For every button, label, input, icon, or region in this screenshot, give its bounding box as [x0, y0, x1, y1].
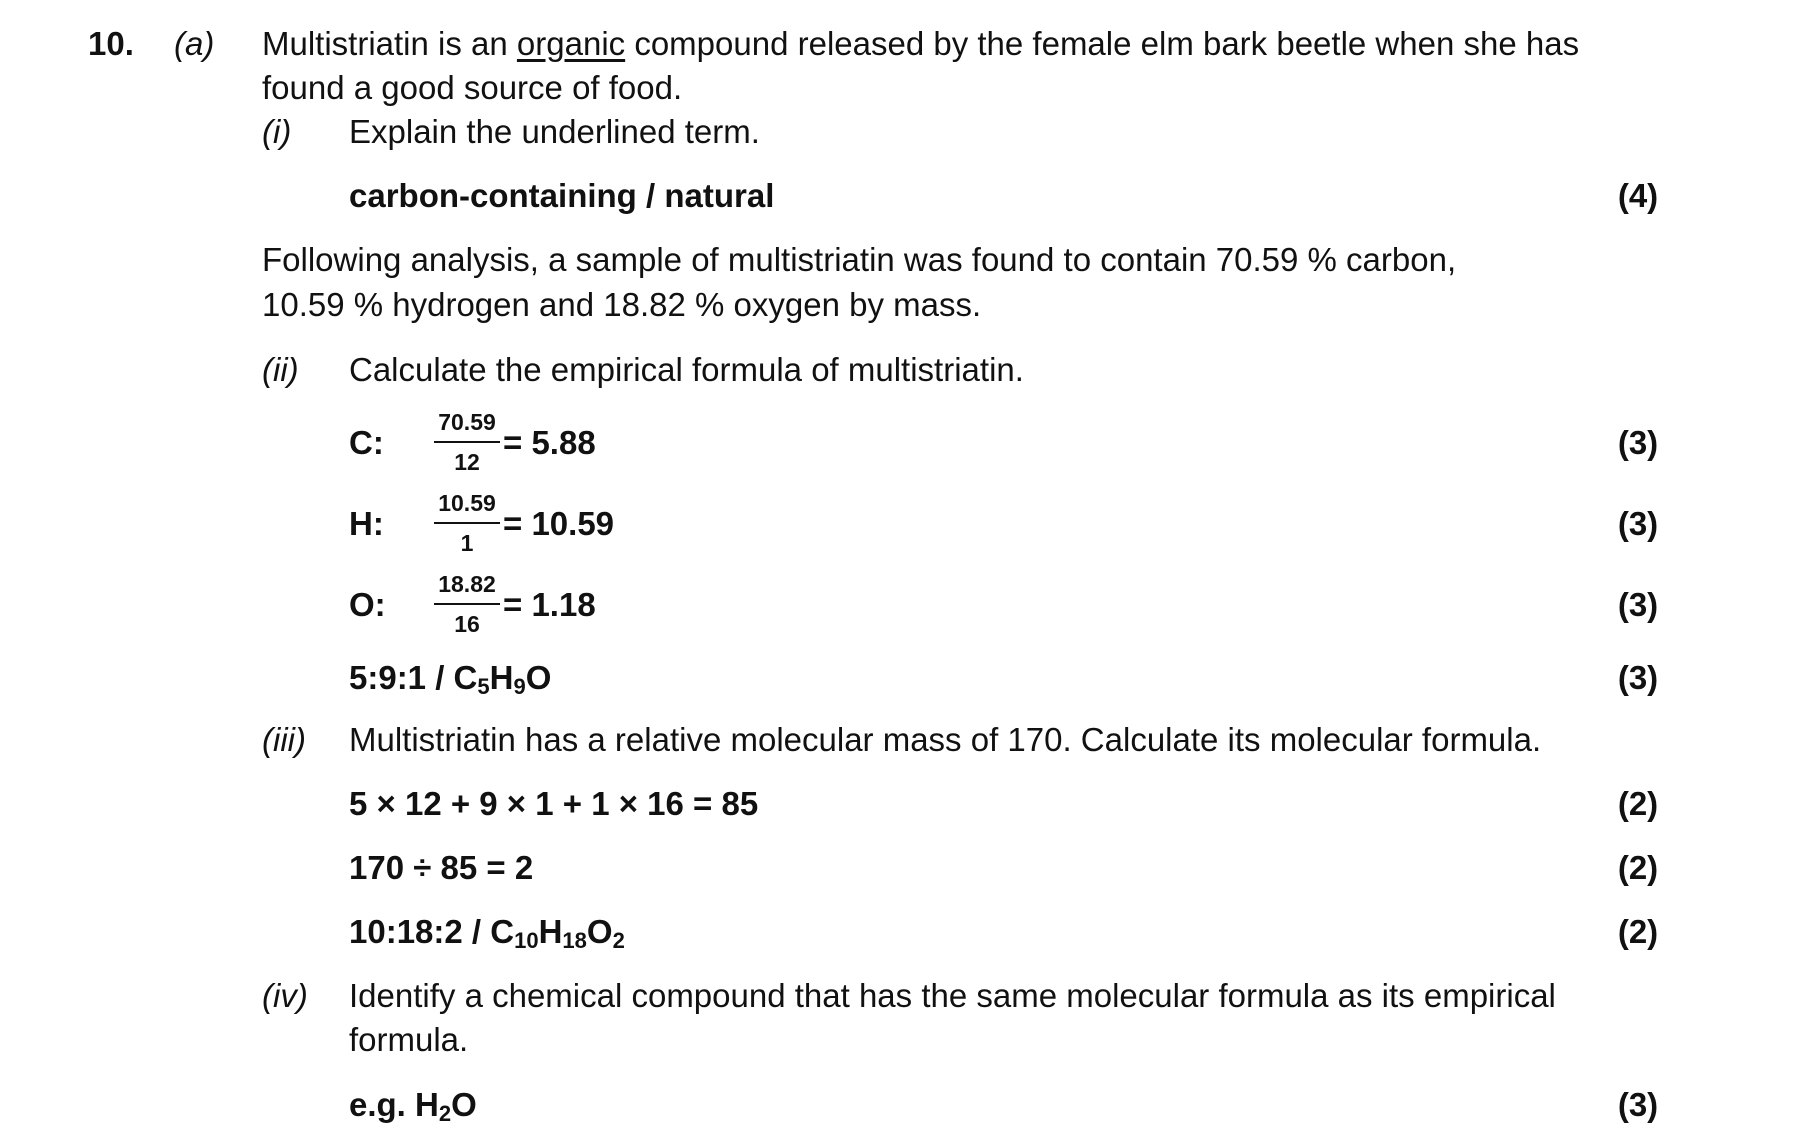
formula-h: H — [489, 659, 514, 696]
formula-o: O — [451, 1086, 477, 1123]
part-i-answer: carbon-containing / natural — [349, 177, 775, 214]
part-iii-line-3-marks: (2) — [1617, 913, 1659, 950]
subscript: 2 — [612, 928, 625, 953]
part-iv-marks: (3) — [1617, 1086, 1659, 1123]
element-label-h: H: — [349, 505, 384, 542]
subscript: 10 — [514, 928, 539, 953]
fraction-o — [434, 571, 500, 637]
part-iv-prompt-line-2: formula. — [349, 1021, 469, 1058]
intro-line-1 — [262, 24, 1579, 64]
part-ii-label: (ii) — [262, 351, 299, 388]
empirical-formula-answer — [349, 658, 551, 698]
subscript: 18 — [562, 928, 587, 953]
fraction-numerator: 10.59 — [438, 490, 496, 516]
molecular-formula-answer — [349, 912, 625, 952]
part-i-marks: (4) — [1617, 177, 1659, 214]
part-iv-label: (iv) — [262, 977, 308, 1014]
intro-text-post: compound released by the female elm bark beetle when she has — [625, 25, 1580, 62]
ratio-prefix: 10:18:2 / C — [349, 913, 515, 950]
fraction-denominator: 1 — [460, 530, 474, 556]
fraction-denominator: 16 — [454, 611, 480, 637]
intro-text-pre: Multistriatin is an — [262, 25, 517, 62]
question-number: 10. — [88, 25, 134, 62]
element-label-c: C: — [349, 424, 384, 461]
result-h: = 10.59 — [503, 505, 615, 542]
analysis-line-1: Following analysis, a sample of multistriatin was found to contain 70.59 % carbon, — [262, 241, 1457, 278]
marks-c: (3) — [1617, 424, 1659, 461]
result-o: = 1.18 — [503, 586, 596, 623]
part-i-prompt: Explain the underlined term. — [349, 113, 760, 150]
marks-o: (3) — [1617, 586, 1659, 623]
formula-o: O — [525, 659, 552, 696]
fraction-bar — [434, 522, 500, 524]
part-iii-line-2-marks: (2) — [1617, 849, 1659, 886]
intro-line-2: found a good source of food. — [262, 69, 683, 106]
part-iii-line-1: 5 × 12 + 9 × 1 + 1 × 16 = 85 — [349, 785, 759, 822]
subscript: 2 — [438, 1101, 452, 1126]
fraction-denominator: 12 — [454, 449, 480, 475]
part-ii-prompt: Calculate the empirical formula of multistriatin. — [349, 351, 1024, 388]
fraction-bar — [434, 603, 500, 605]
fraction-c — [434, 409, 500, 475]
ratio-marks: (3) — [1617, 659, 1659, 696]
fraction-bar — [434, 441, 500, 443]
part-iii-label: (iii) — [262, 721, 306, 758]
marks-h: (3) — [1617, 505, 1659, 542]
analysis-line-2: 10.59 % hydrogen and 18.82 % oxygen by mass. — [262, 286, 982, 323]
element-label-o: O: — [349, 586, 386, 623]
subscript: 9 — [513, 674, 526, 699]
formula-o: O — [586, 913, 613, 950]
formula-h: H — [538, 913, 563, 950]
part-i-label: (i) — [262, 113, 292, 150]
part-iii-line-1-marks: (2) — [1617, 785, 1659, 822]
subscript: 5 — [477, 674, 490, 699]
fraction-numerator: 18.82 — [438, 571, 496, 597]
part-iv-prompt-line-1: Identify a chemical compound that has the same molecular formula as its empirical — [349, 977, 1556, 1014]
part-iv-answer — [349, 1085, 477, 1125]
part-iii-line-2: 170 ÷ 85 = 2 — [349, 849, 534, 886]
part-iii-prompt: Multistriatin has a relative molecular mass of 170. Calculate its molecular formula. — [349, 721, 1542, 758]
part-a-label: (a) — [174, 25, 215, 62]
answer-prefix: e.g. H — [349, 1086, 439, 1123]
ratio-prefix: 5:9:1 / C — [349, 659, 478, 696]
underlined-term: organic — [516, 25, 626, 62]
fraction-h — [434, 490, 500, 556]
fraction-numerator: 70.59 — [438, 409, 496, 435]
result-c: = 5.88 — [503, 424, 596, 461]
